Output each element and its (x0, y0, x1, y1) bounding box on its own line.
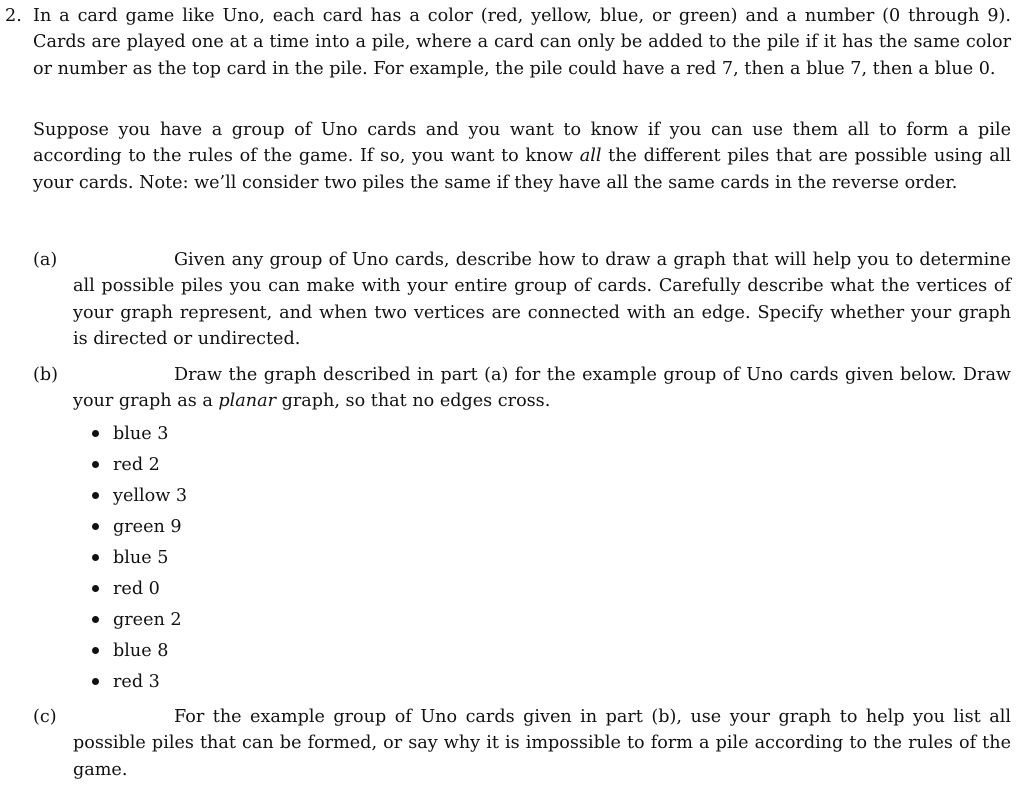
bullet-icon (92, 492, 99, 499)
part-c (33, 704, 1011, 783)
card-label: red 3 (113, 672, 160, 692)
card-list-item (90, 514, 490, 545)
card-list (90, 421, 490, 700)
bullet-icon (92, 616, 99, 623)
emphasis-all: all (579, 146, 602, 167)
card-list-item (90, 669, 490, 700)
bullet-icon (92, 430, 99, 437)
bullet-icon (92, 678, 99, 685)
part-b-text-2: graph, so that no edges cross. (276, 391, 551, 412)
card-list-item (90, 421, 490, 452)
bullet-icon (92, 554, 99, 561)
card-label: blue 8 (113, 641, 169, 661)
card-list-item (90, 483, 490, 514)
part-c-text: For the example group of Uno cards given in part (b), use your graph to help you list all possible piles that can be formed, or say why it is impossible to form a pile according to the rules of the game. (73, 707, 1011, 780)
emphasis-planar: planar (218, 391, 277, 412)
card-list-item (90, 638, 490, 669)
card-label: green 2 (113, 610, 182, 630)
bullet-icon (92, 461, 99, 468)
question-number: 2. (5, 6, 22, 26)
card-label: blue 5 (113, 548, 169, 568)
part-c-label: (c) (33, 707, 57, 727)
card-list-item (90, 607, 490, 638)
part-b (33, 362, 1011, 415)
card-label: red 0 (113, 579, 160, 599)
part-a (33, 247, 1011, 353)
task-paragraph (33, 117, 1011, 196)
part-a-label: (a) (33, 250, 58, 270)
task-paragraph-text-1: Suppose you have a group of Uno cards and you want to know if you can use them all to form a pile according to the rules of the game. If so, you want to know (33, 120, 1011, 167)
card-label: blue 3 (113, 424, 169, 444)
part-b-text (73, 362, 1011, 415)
card-list-item (90, 452, 490, 483)
part-b-label: (b) (33, 365, 58, 385)
intro-paragraph: In a card game like Uno, each card has a color (red, yellow, blue, or green) and a number (0 through 9). Cards are played one at a time into a pile, where a card can only be added to the pile if it has the same color or number as the top card in the pile. For example, the pile could have a red 7, then a blue 7, then a blue 0. (33, 6, 1011, 79)
card-label: green 9 (113, 517, 182, 537)
card-label: red 2 (113, 455, 160, 475)
part-b-text-1: Draw the graph described in part (a) for the example group of Uno cards given below. Draw your graph as a (73, 365, 1011, 412)
card-list-item (90, 545, 490, 576)
task-paragraph-text-2: the different piles that are possible using all your cards. Note: we’ll consider two piles the same if they have all the same cards in the reverse order. (33, 146, 1011, 193)
card-list-item (90, 576, 490, 607)
part-a-text: Given any group of Uno cards, describe how to draw a graph that will help you to determine all possible piles you can make with your entire group of cards. Carefully describe what the vertices of your graph represent, and when two vertices are connected with an edge. Specify whether your graph is directed or undirected. (73, 250, 1011, 350)
bullet-icon (92, 523, 99, 530)
card-label: yellow 3 (113, 486, 188, 506)
bullet-icon (92, 647, 99, 654)
bullet-icon (92, 585, 99, 592)
